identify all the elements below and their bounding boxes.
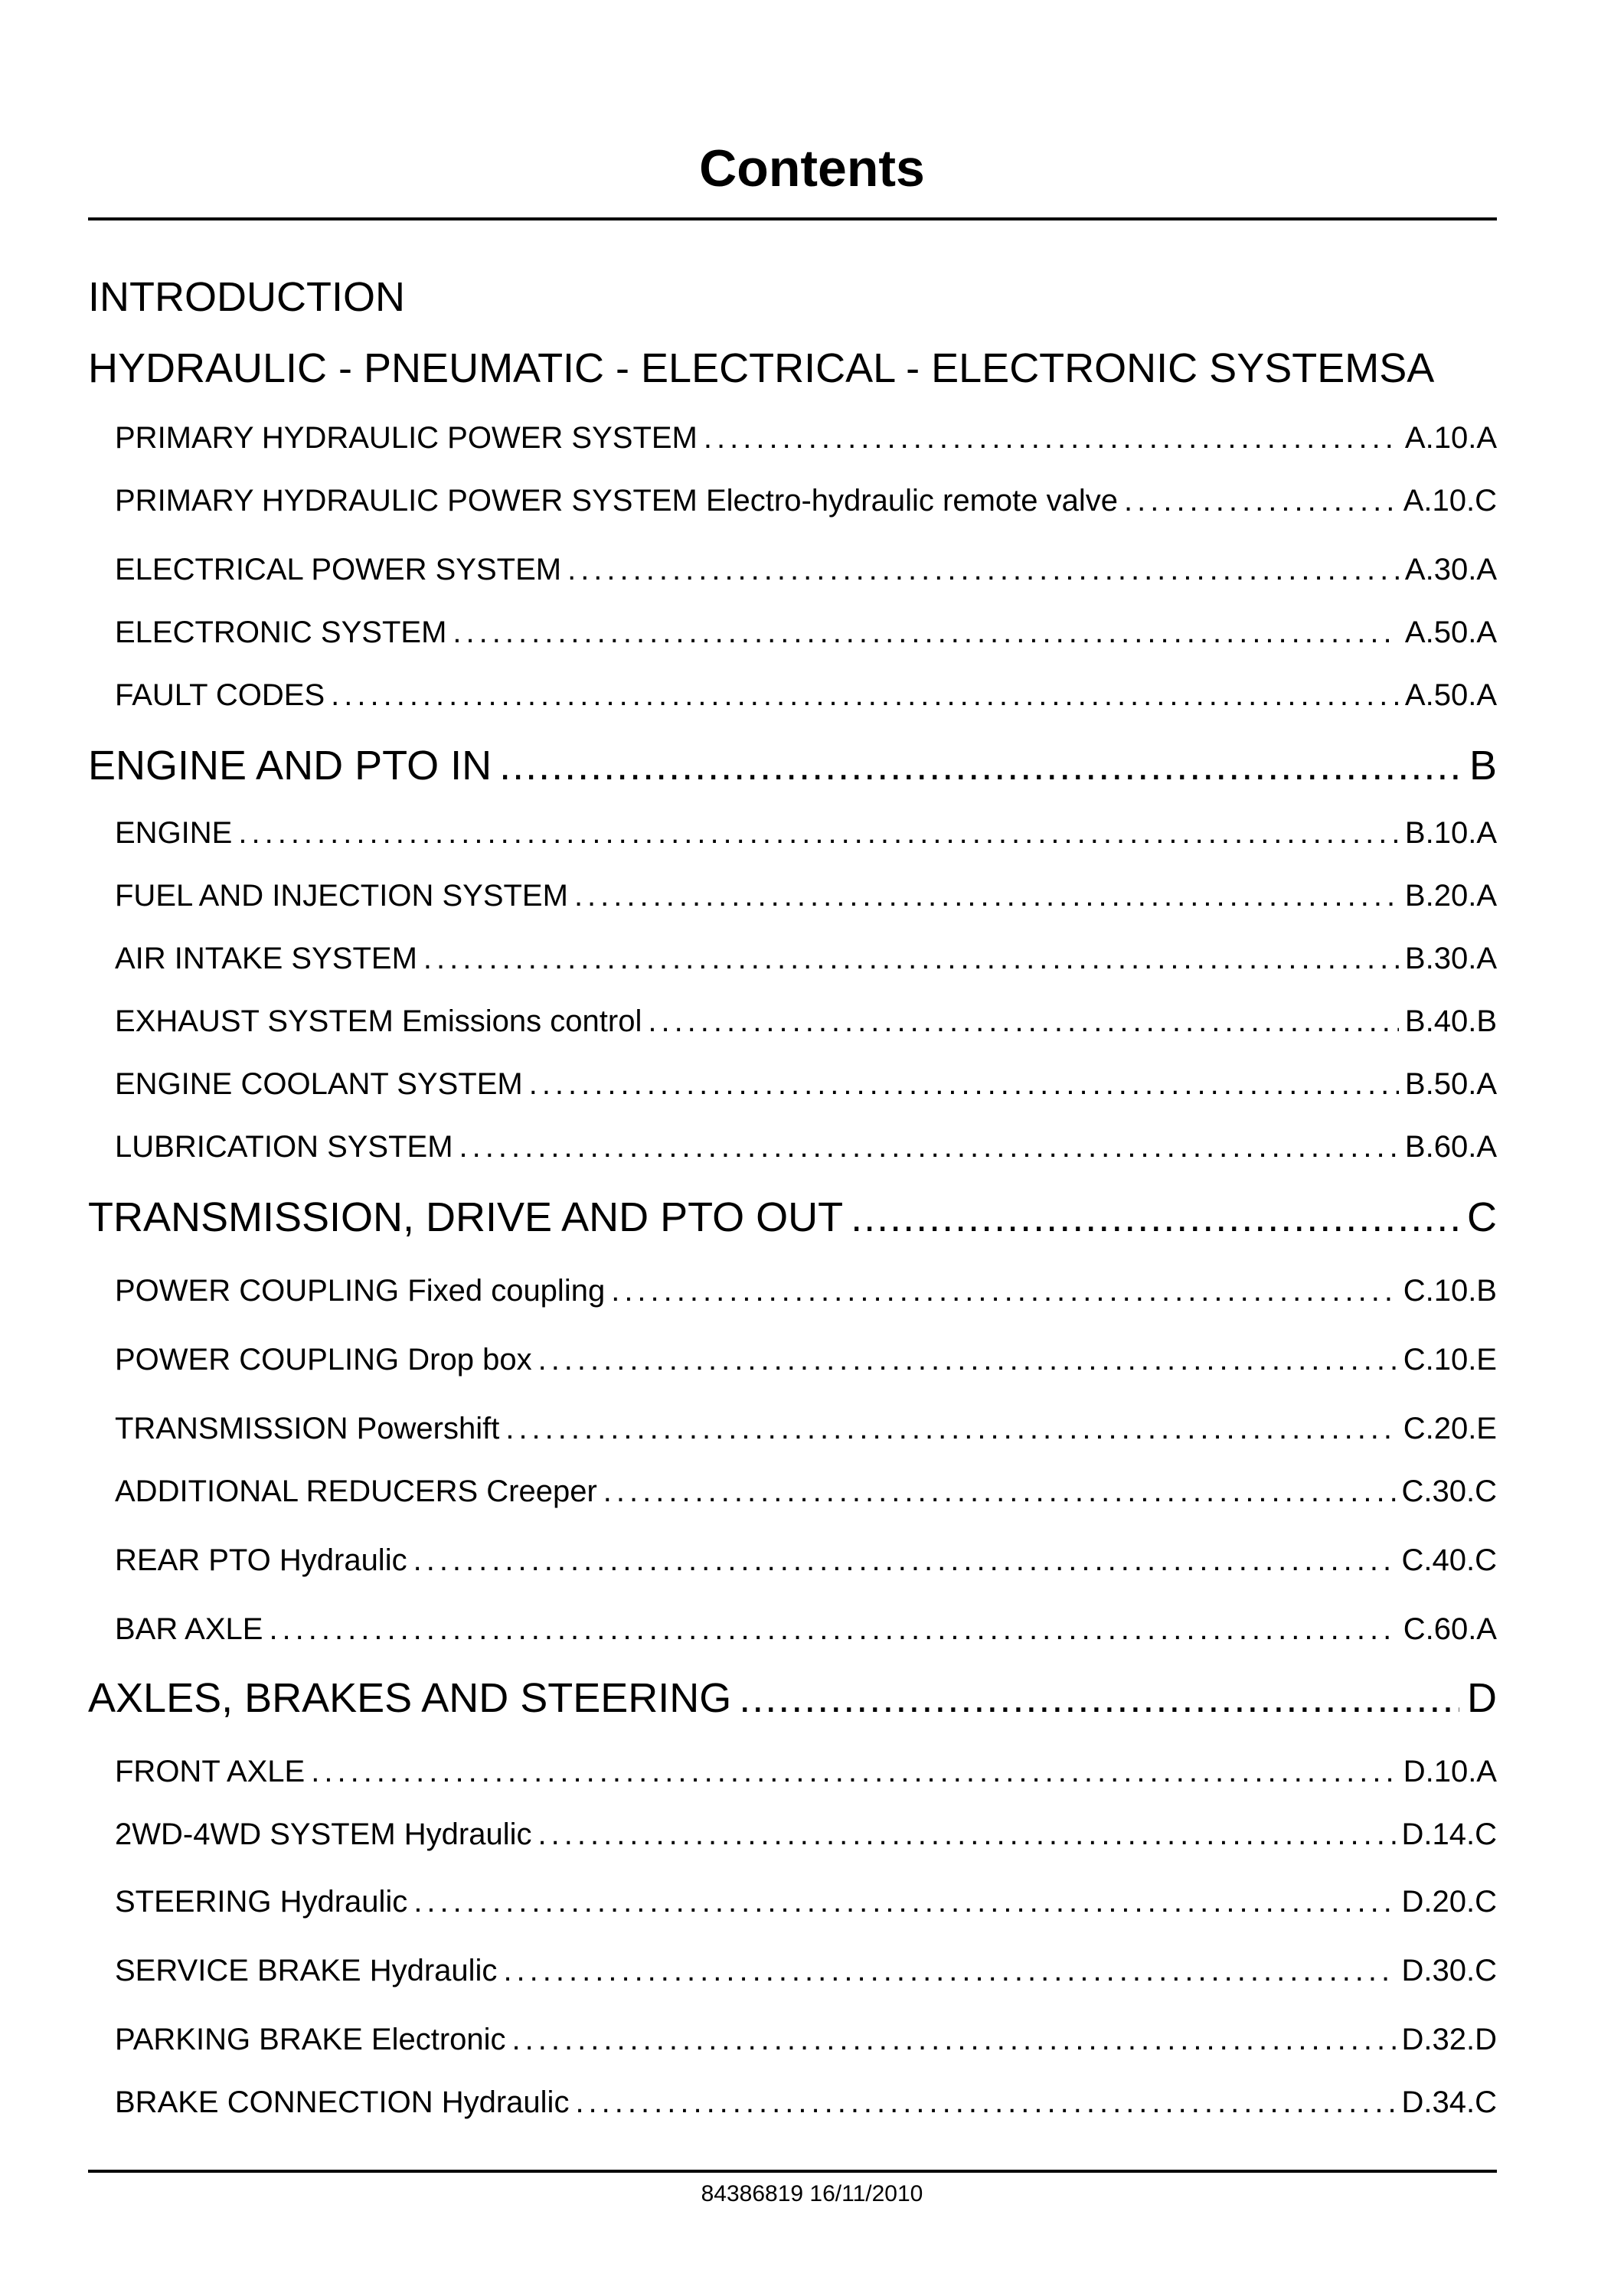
toc-entry-code: A.30.A (1404, 553, 1497, 586)
toc-entry-label: ENGINE (115, 816, 233, 850)
toc-section-code: D (1467, 1675, 1497, 1721)
toc-entry-code: B.20.A (1404, 879, 1497, 913)
toc-entry-label: FAULT CODES (115, 678, 325, 712)
toc-section-engine[interactable] (88, 740, 1497, 792)
toc-entry-label: ELECTRICAL POWER SYSTEM (115, 553, 562, 586)
toc-section-label: HYDRAULIC - PNEUMATIC - ELECTRICAL - ELECTRONIC SYSTEMSA (88, 345, 1435, 391)
dot-leader (538, 1814, 1396, 1854)
toc-section-hydraulic-systems[interactable] (88, 342, 1497, 394)
page-title: Contents (699, 139, 925, 198)
toc-entry[interactable] (115, 813, 1497, 853)
toc-entry[interactable] (115, 1752, 1497, 1791)
toc-entry[interactable] (115, 1471, 1497, 1511)
toc-entry[interactable] (115, 1409, 1497, 1448)
dot-leader (311, 1752, 1397, 1791)
toc-entry-code: D.14.C (1401, 1818, 1497, 1851)
toc-entry-code: D.34.C (1401, 2085, 1497, 2119)
toc-entry-code: C.20.E (1403, 1412, 1497, 1445)
toc-entry-label: REAR PTO Hydraulic (115, 1543, 407, 1577)
toc-entry-code: B.60.A (1404, 1130, 1497, 1164)
toc-entry[interactable] (115, 2082, 1497, 2122)
toc-entry-label: STEERING Hydraulic (115, 1885, 408, 1919)
dot-leader (574, 876, 1399, 916)
toc-entry-code: D.20.C (1401, 1885, 1497, 1919)
dot-leader (529, 1064, 1399, 1104)
toc-entry-label: BRAKE CONNECTION Hydraulic (115, 2085, 570, 2119)
toc-entry-label: EXHAUST SYSTEM Emissions control (115, 1004, 642, 1038)
toc-entry-label: FRONT AXLE (115, 1755, 306, 1788)
toc-entry[interactable] (115, 1814, 1497, 1854)
toc-entry[interactable] (115, 675, 1497, 715)
toc-entry-code: A.50.A (1404, 616, 1497, 649)
toc-entry-code: C.60.A (1403, 1612, 1497, 1646)
page-footer: 84386819 16/11/2010 (701, 2181, 923, 2206)
toc-section-introduction[interactable] (88, 271, 1497, 323)
toc-entry[interactable] (115, 1882, 1497, 1922)
toc-entry[interactable] (115, 418, 1497, 458)
dot-leader (423, 939, 1399, 978)
toc-entry-code: B.10.A (1404, 816, 1497, 850)
toc-entry-code: C.40.C (1401, 1543, 1497, 1577)
dot-leader (512, 2020, 1396, 2059)
dot-leader (704, 418, 1399, 458)
toc-entry-label: BAR AXLE (115, 1612, 263, 1646)
toc-section-transmission[interactable] (88, 1191, 1497, 1243)
toc-entry[interactable] (115, 612, 1497, 652)
toc-entry[interactable] (115, 1609, 1497, 1649)
toc-entry-label: LUBRICATION SYSTEM (115, 1130, 453, 1164)
toc-entry[interactable] (115, 481, 1497, 521)
dot-leader (603, 1471, 1396, 1511)
toc-entry-label: 2WD-4WD SYSTEM Hydraulic (115, 1818, 532, 1851)
toc-entry-label: ENGINE COOLANT SYSTEM (115, 1067, 523, 1101)
toc-entry[interactable] (115, 876, 1497, 916)
toc-entry-code: A.10.A (1404, 421, 1497, 455)
toc-entry-label: FUEL AND INJECTION SYSTEM (115, 879, 568, 913)
dot-leader (503, 1951, 1395, 1991)
toc-section-label: TRANSMISSION, DRIVE AND PTO OUT (88, 1194, 844, 1240)
dot-leader (611, 1271, 1397, 1311)
dot-leader (413, 1882, 1395, 1922)
toc-entry-label: SERVICE BRAKE Hydraulic (115, 1954, 498, 1987)
dot-leader (238, 813, 1399, 853)
dot-leader (538, 1340, 1397, 1380)
toc-entry-label: PARKING BRAKE Electronic (115, 2023, 506, 2056)
dot-leader (269, 1609, 1397, 1649)
toc-entry[interactable] (115, 1540, 1497, 1580)
toc-entry-label: PRIMARY HYDRAULIC POWER SYSTEM Electro-hydraulic remote valve (115, 484, 1118, 518)
toc-entry[interactable] (115, 550, 1497, 590)
toc-entry[interactable] (115, 1127, 1497, 1167)
toc-entry-code: B.30.A (1404, 942, 1497, 975)
toc-entry-label: PRIMARY HYDRAULIC POWER SYSTEM (115, 421, 698, 455)
toc-entry-label: AIR INTAKE SYSTEM (115, 942, 417, 975)
toc-entry-label: POWER COUPLING Drop box (115, 1343, 532, 1377)
toc-entry[interactable] (115, 1951, 1497, 1991)
dot-leader (459, 1127, 1399, 1167)
toc-entry[interactable] (115, 2020, 1497, 2059)
bottom-divider (88, 2170, 1497, 2173)
toc-entry-code: A.50.A (1404, 678, 1497, 712)
toc-entry-code: B.40.B (1404, 1004, 1497, 1038)
toc-entry-code: D.10.A (1403, 1755, 1497, 1788)
toc-entry-code: A.10.C (1403, 484, 1497, 518)
dot-leader (851, 1191, 1459, 1243)
toc-entry-code: C.10.E (1403, 1343, 1497, 1377)
dot-leader (1124, 481, 1397, 521)
dot-leader (453, 612, 1399, 652)
dot-leader (648, 1001, 1399, 1041)
toc-entry-label: ADDITIONAL REDUCERS Creeper (115, 1475, 597, 1508)
toc-section-label: AXLES, BRAKES AND STEERING (88, 1675, 732, 1721)
toc-entry-code: D.30.C (1401, 1954, 1497, 1987)
dot-leader (499, 740, 1462, 792)
toc-section-label: INTRODUCTION (88, 274, 405, 320)
dot-leader (331, 675, 1399, 715)
dot-leader (575, 2082, 1395, 2122)
toc-section-label: ENGINE AND PTO IN (88, 743, 492, 789)
toc-entry[interactable] (115, 1271, 1497, 1311)
toc-entry-label: POWER COUPLING Fixed coupling (115, 1274, 606, 1308)
dot-leader (739, 1672, 1459, 1724)
toc-entry-label: TRANSMISSION Powershift (115, 1412, 500, 1445)
toc-section-axles[interactable] (88, 1672, 1497, 1724)
toc-section-code: C (1467, 1194, 1497, 1240)
toc-entry[interactable] (115, 1340, 1497, 1380)
toc-entry-code: C.10.B (1403, 1274, 1497, 1308)
toc-entry[interactable] (115, 1064, 1497, 1104)
toc-entry-code: B.50.A (1404, 1067, 1497, 1101)
toc-entry[interactable] (115, 939, 1497, 978)
dot-leader (505, 1409, 1397, 1448)
toc-entry[interactable] (115, 1001, 1497, 1041)
toc-section-code: B (1469, 743, 1497, 789)
toc-entry-code: C.30.C (1401, 1475, 1497, 1508)
toc-entry-code: D.32.D (1401, 2023, 1497, 2056)
dot-leader (413, 1540, 1396, 1580)
toc-entry-label: ELECTRONIC SYSTEM (115, 616, 447, 649)
dot-leader (567, 550, 1399, 590)
